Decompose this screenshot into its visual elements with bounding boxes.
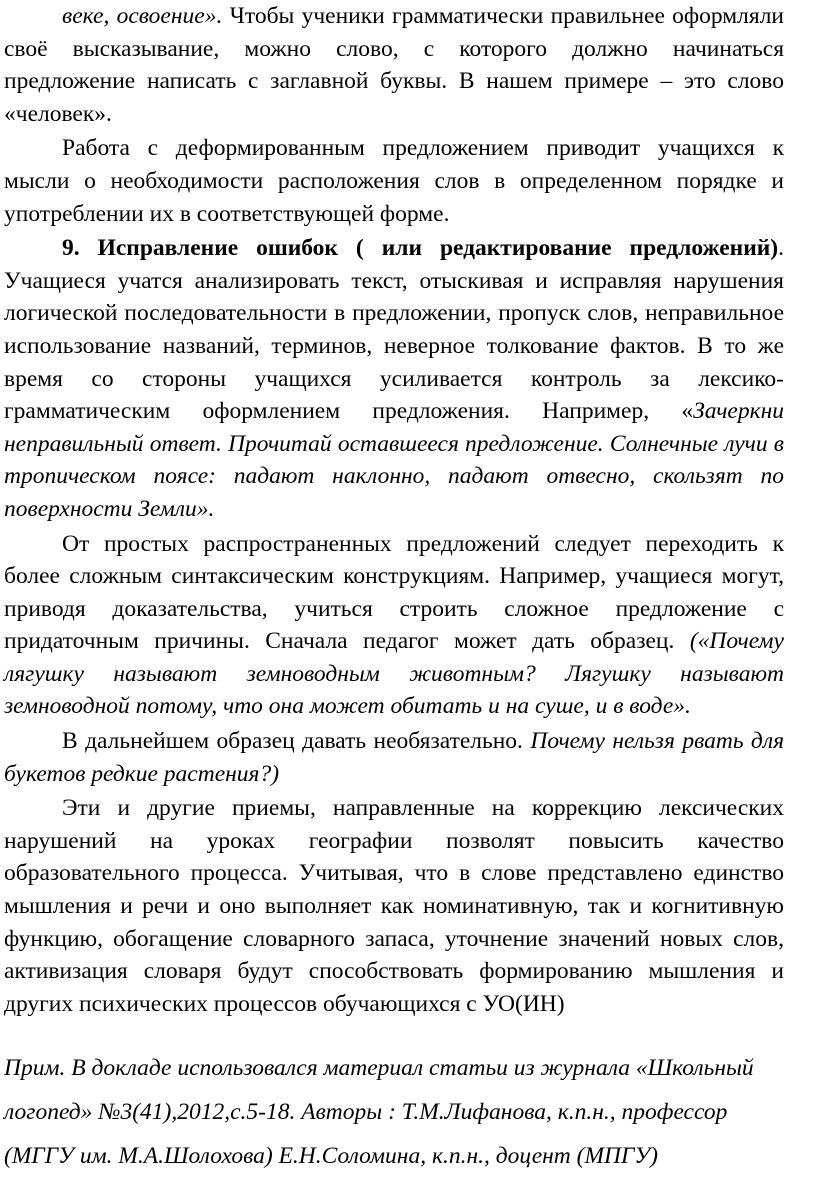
paragraph-text: От простых распространенных предложений следует переходить к более сложным синтаксическим конструкциям. Например, учащиеся могут, приводя доказательства, учиться строить сложное предложение с придаточным причины. Сначала педагог может дать образец. [4,530,784,655]
paragraph-conclusion [4,792,784,1020]
source-note [4,1046,784,1178]
paragraph-complex-sentences [4,528,784,724]
paragraph-text: Эти и другие приемы, направленные на коррекцию лексических нарушений на уроках географии позволят повысить качество образовательного процесса. Учитывая, что в слове представлено единство мышления и речи и оно выполняет как номинативную, так и когнитивную функцию, обогащение словарного запаса, уточнение значений новых слов, активизация словаря будут способствовать формированию мышления и других психических процессов обучающихся с УО(ИН) [4,795,784,1017]
paragraph-text: . Учащиеся учатся анализировать текст, отыскивая и исправляя нарушения логической последовательности в предложении, пропуск слов, неправильное использование названий, терминов, неверное толкование фактов. В то же время со стороны учащихся усиливается контроль за лексико-грамматическим оформлением предложения. Например, « [4,235,784,425]
paragraph-sentence-capitalization [4,0,784,130]
section-heading: 9. Исправление ошибок ( или редактирование предложений) [62,235,779,262]
italic-example: Почему нельзя рвать для букетов редкие растения?) [4,728,784,787]
paragraph-error-correction [4,232,784,525]
source-note-text: Прим. В докладе использовался материал статьи из журнала «Школьный логопед» №3(41),2012,с.5-18. Авторы : Т.М.Лифанова, к.п.н., профессор (МГГУ им. М.А.Шолохова) Е.Н.Соломина, к.п.н., доцент (МПГУ) [4,1055,754,1170]
italic-example: («Почему лягушку называют земноводным животным? Лягушку называют земноводной потому, что она может обитать и на суше, и в воде». [4,628,784,720]
paragraph-text: Работа с деформированным предложением приводит учащихся к мысли о необходимости расположения слов в определенном порядке и употреблении их в соответствующей форме. [4,135,784,227]
paragraph-text: Чтобы ученики грамматически правильнее оформляли своё высказывание, можно слово, с которого должно начинаться предложение написать с заглавной буквы. В нашем примере – это слово «человек». [4,3,784,127]
paragraph-deformed-sentence [4,132,784,230]
paragraph-text: В дальнейшем образец давать необязательно. [62,728,531,755]
italic-example: Зачеркни неправильный ответ. Прочитай оставшееся предложение. Солнечные лучи в тропическом поясе: падают наклонно, падают отвесно, скользят по поверхности Земли». [4,398,784,522]
paragraph-sample-optional [4,725,784,790]
italic-lead-text: веке, освоение». [62,3,223,29]
